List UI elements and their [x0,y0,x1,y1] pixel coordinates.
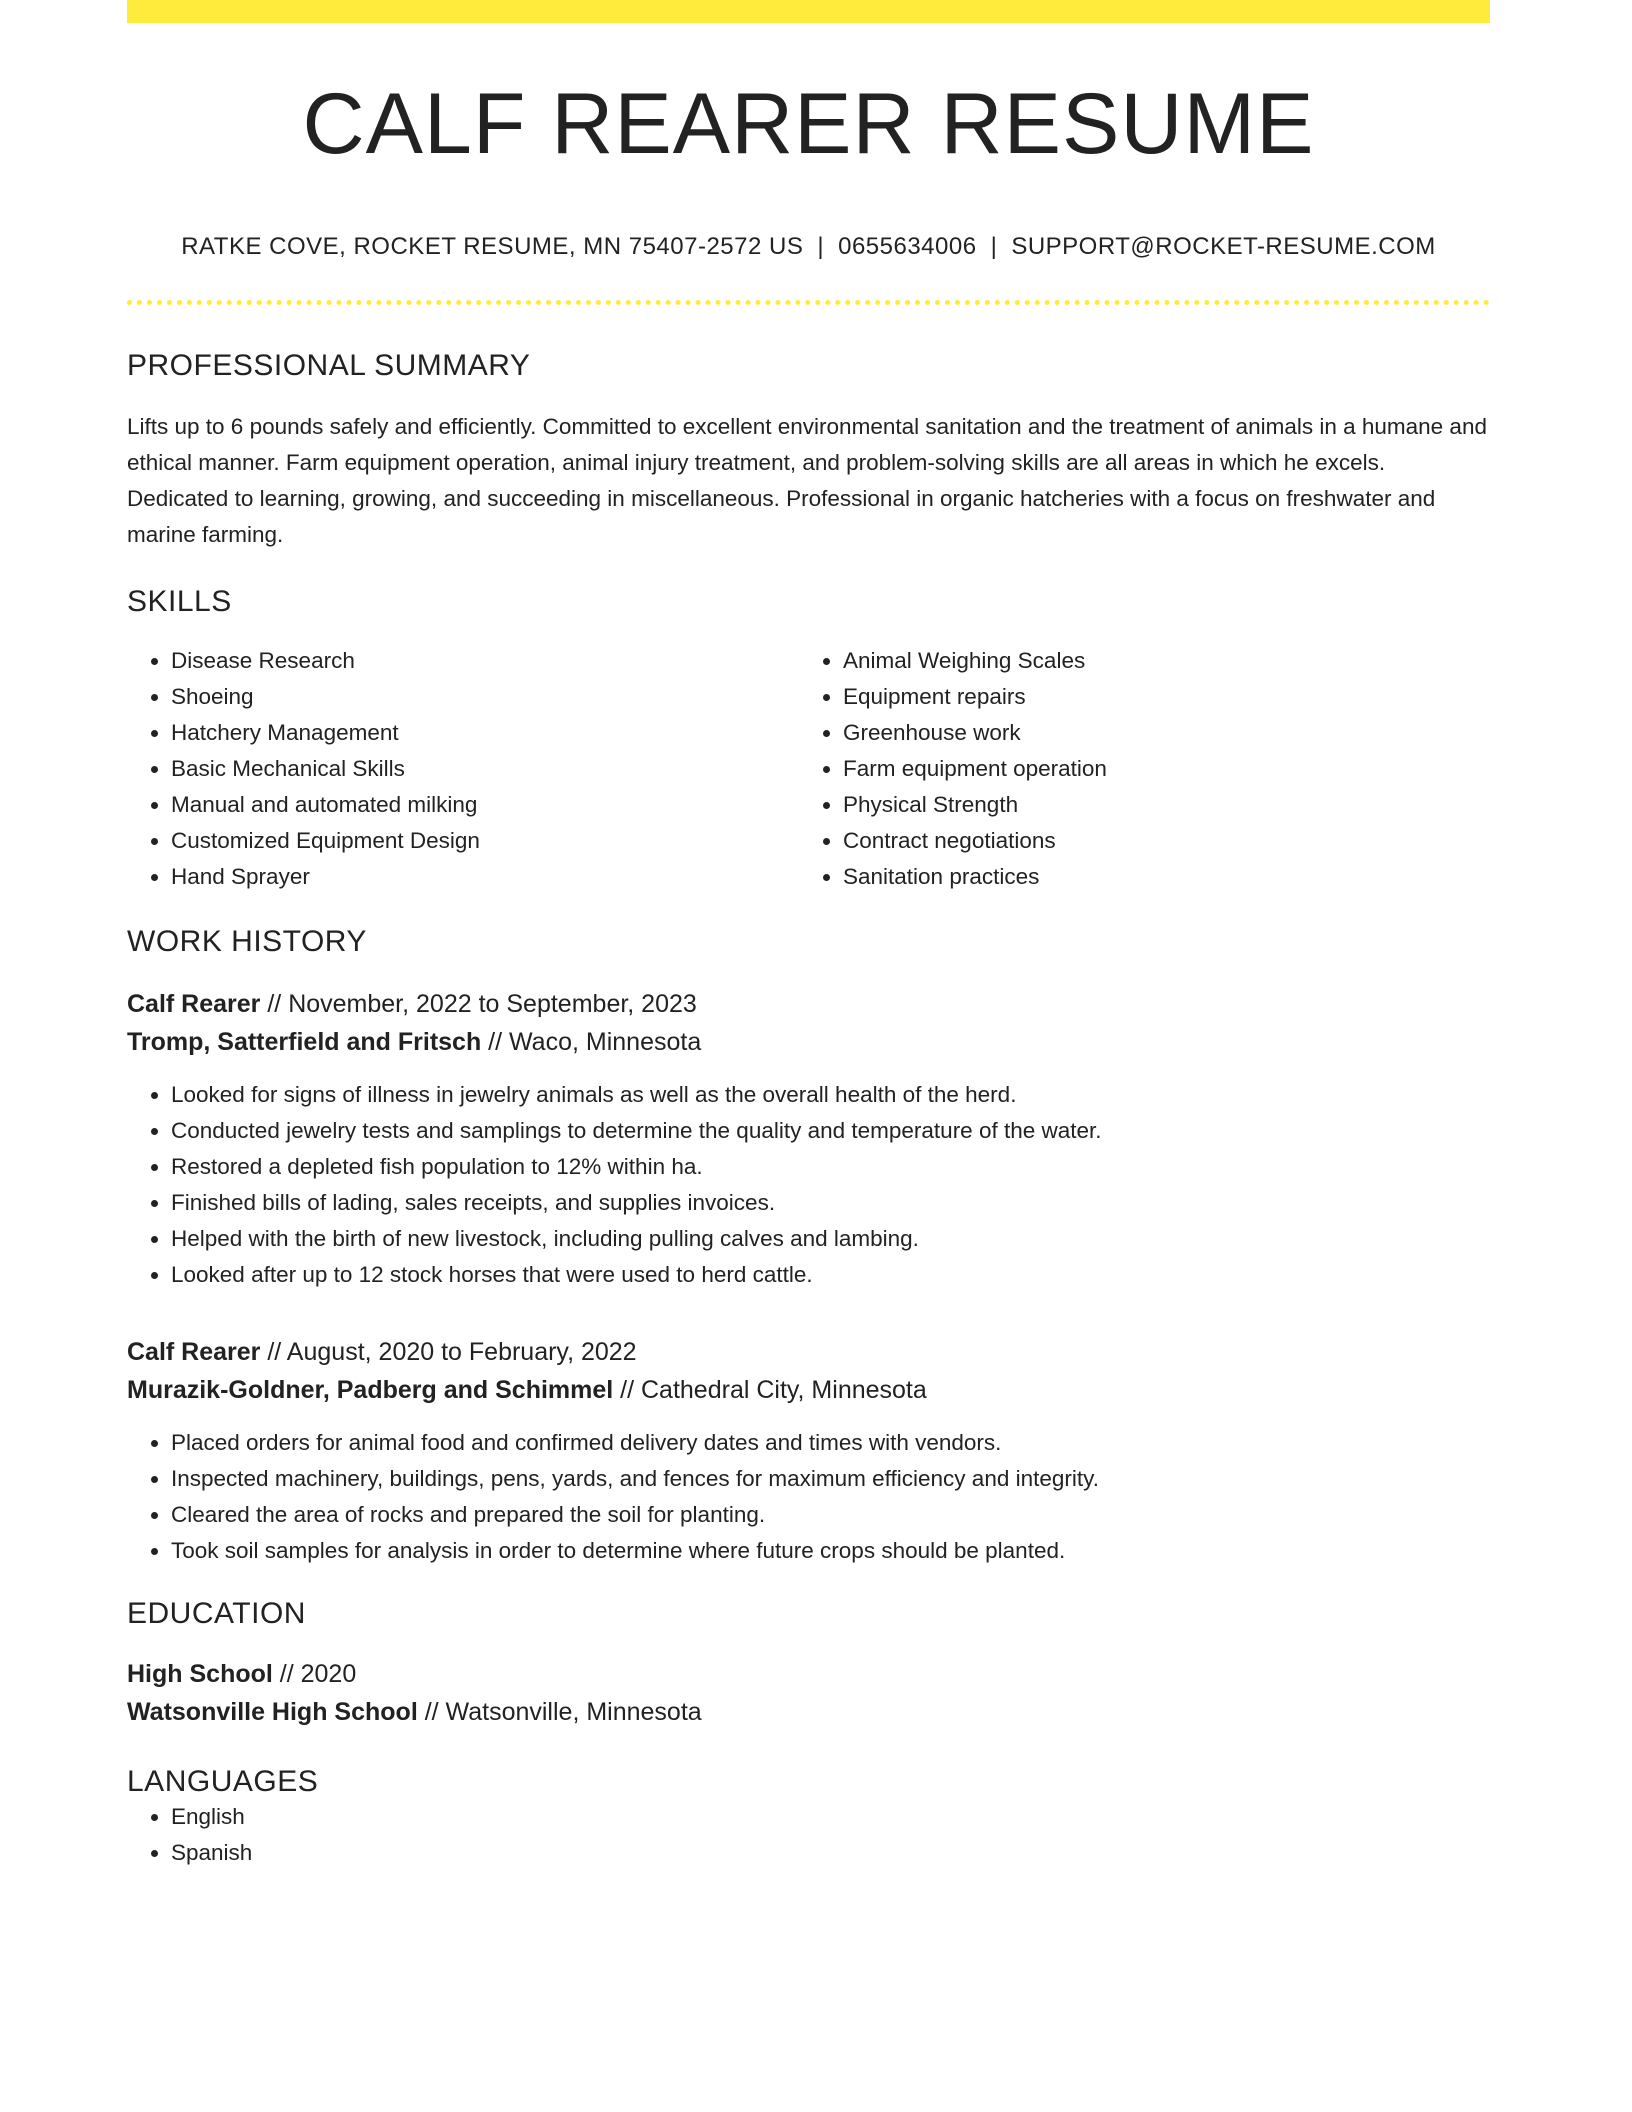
job-dates: // August, 2020 to February, 2022 [260,1338,637,1366]
job-role-line [127,985,1490,1023]
summary-heading: PROFESSIONAL SUMMARY [127,349,531,382]
job-bullet: • Placed orders for animal food and confirmed delivery dates and times with vendors. [171,1425,1490,1461]
education-year: // 2020 [272,1660,357,1688]
skill-item: • Farm equipment operation [843,751,1471,787]
job-location: // Cathedral City, Minnesota [613,1376,927,1404]
job-bullets [127,1425,1490,1569]
skill-item: • Manual and automated milking [171,787,799,823]
accent-top-bar [127,0,1490,23]
job-bullet: • Restored a depleted fish population to 12% within ha. [171,1149,1490,1185]
job-role: Calf Rearer [127,990,261,1018]
contact-phone: 0655634006 [838,233,977,260]
skill-item: • Animal Weighing Scales [843,643,1471,679]
job-company-line [127,1023,1490,1061]
language-item: • English [171,1799,1490,1835]
job-bullet: • Cleared the area of rocks and prepared the soil for planting. [171,1497,1490,1533]
skill-item: • Hand Sprayer [171,859,799,895]
education-degree-line [127,1655,1490,1693]
skill-item: • Shoeing [171,679,799,715]
job-bullet: • Looked for signs of illness in jewelry animals as well as the overall health of the herd. [171,1077,1490,1113]
skills-list-left [127,643,799,895]
skill-item: • Greenhouse work [843,715,1471,751]
work-history-heading: WORK HISTORY [127,925,367,958]
job-company: Tromp, Satterfield and Fritsch [127,1028,482,1056]
job-role-line [127,1333,1490,1371]
education-heading: EDUCATION [127,1597,306,1630]
skill-item: • Customized Equipment Design [171,823,799,859]
job-bullets [127,1077,1490,1293]
job-entry [127,1333,1490,1569]
skills-list-right [799,643,1471,895]
job-dates: // November, 2022 to September, 2023 [260,990,697,1018]
education-degree: High School [127,1660,273,1688]
summary-text: Lifts up to 6 pounds safely and efficiently. Committed to excellent environmental sanitation and the treatment of animals in a humane and ethical manner. Farm equipment operation, animal injury treatment, and problem-solving skills are all areas in which he excels. Dedicated to learning, growing, and succeeding in miscellaneous. Professional in organic hatcheries with a focus on freshwater and marine farming. [127,414,1487,547]
dotted-divider [127,300,1490,305]
education-school-line [127,1693,1490,1731]
skill-item: • Hatchery Management [171,715,799,751]
language-item: • Spanish [171,1835,1490,1871]
job-bullet: • Helped with the birth of new livestock, including pulling calves and lambing. [171,1221,1490,1257]
skill-item: • Disease Research [171,643,799,679]
resume-title: CALF REARER RESUME [302,76,1315,172]
contact-email: SUPPORT@ROCKET-RESUME.COM [1011,233,1436,260]
education-location: // Watsonville, Minnesota [417,1698,702,1726]
skills-columns [127,643,1490,895]
resume-page [127,0,1490,1871]
skills-heading: SKILLS [127,585,232,618]
contact-line [127,233,1490,261]
job-bullet: • Took soil samples for analysis in order to determine where future crops should be planted. [171,1533,1490,1569]
education-entry [127,1655,1490,1731]
skill-item: • Basic Mechanical Skills [171,751,799,787]
contact-separator: | [817,233,825,260]
skill-item: • Physical Strength [843,787,1471,823]
contact-separator: | [990,233,998,260]
skill-item: • Contract negotiations [843,823,1471,859]
job-bullet: • Conducted jewelry tests and samplings to determine the quality and temperature of the water. [171,1113,1490,1149]
job-company-line [127,1371,1490,1409]
job-bullet: • Inspected machinery, buildings, pens, yards, and fences for maximum efficiency and integrity. [171,1461,1490,1497]
job-bullet: • Looked after up to 12 stock horses that were used to herd cattle. [171,1257,1490,1293]
job-role: Calf Rearer [127,1338,261,1366]
skill-item: • Sanitation practices [843,859,1471,895]
languages-heading: LANGUAGES [127,1765,319,1798]
job-bullet: • Finished bills of lading, sales receipts, and supplies invoices. [171,1185,1490,1221]
contact-address: RATKE COVE, ROCKET RESUME, MN 75407-2572 US [181,233,804,260]
job-entry [127,985,1490,1293]
skill-item: • Equipment repairs [843,679,1471,715]
job-location: // Waco, Minnesota [481,1028,702,1056]
languages-list [127,1799,1490,1871]
education-school: Watsonville High School [127,1698,418,1726]
job-company: Murazik-Goldner, Padberg and Schimmel [127,1376,614,1404]
